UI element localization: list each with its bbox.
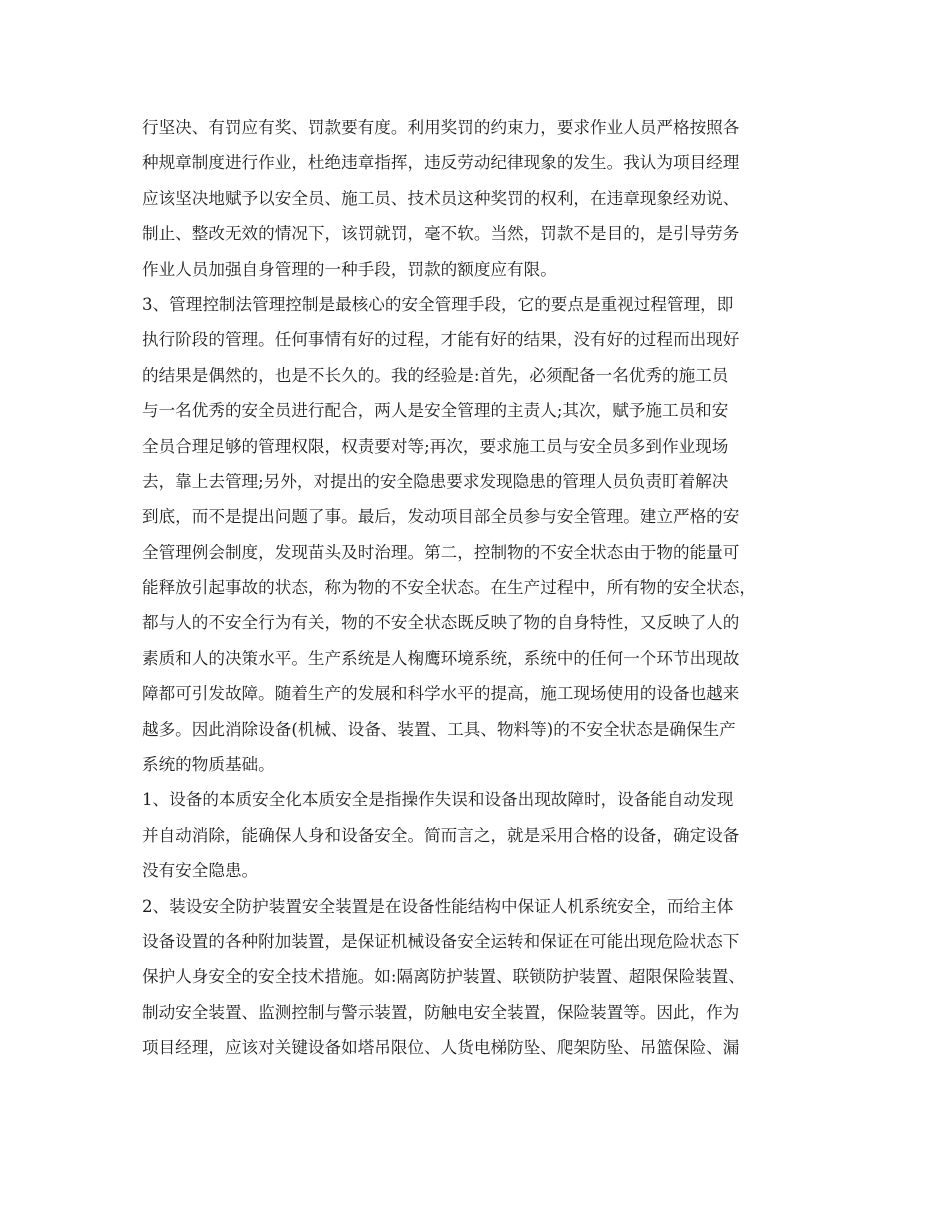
text-line: 种规章制度进行作业，杜绝违章指挥，违反劳动纪律现象的发生。我认为项目经理 <box>142 153 740 173</box>
text-line: 都与人的不安全行为有关，物的不安全状态既反映了物的自身特性，又反映了人的 <box>142 613 740 633</box>
text-line: 行坚决、有罚应有奖、罚款要有度。利用奖罚的约束力，要求作业人员严格按照各 <box>142 118 740 137</box>
text-line: 应该坚决地赋予以安全员、施工员、技术员这种奖罚的权利，在违章现象经劝说、 <box>142 188 740 208</box>
text-line: 制止、整改无效的情况下，该罚就罚，毫不软。当然，罚款不是目的，是引导劳务 <box>142 224 740 244</box>
text-line: 能释放引起事故的状态，称为物的不安全状态。在生产过程中，所有物的安全状态， <box>142 578 756 598</box>
text-line: 的结果是偶然的，也是不长久的。我的经验是:首先，必须配备一名优秀的施工员 <box>142 365 729 385</box>
text-line: 系统的物质基础。 <box>142 755 275 775</box>
text-line: 并自动消除，能确保人身和设备安全。简而言之，就是采用合格的设备，确定设备 <box>142 825 740 845</box>
text-line: 到底，而不是提出问题了事。最后，发动项目部全员参与安全管理。建立严格的安 <box>142 507 740 527</box>
text-line: 素质和人的决策水平。生产系统是人椈鹰环境系统，系统中的任何一个环节出现故 <box>142 648 740 668</box>
text-line: 去，靠上去管理;另外，对提出的安全隐患要求发现隐患的管理人员负责盯着解决 <box>142 471 729 491</box>
text-line: 作业人员加强自身管理的一种手段，罚款的额度应有限。 <box>142 259 557 279</box>
text-line: 与一名优秀的安全员进行配合，两人是安全管理的主责人;其次，赋予施工员和安 <box>142 401 729 421</box>
text-line: 障都可引发故障。随着生产的发展和科学水平的提高，施工现场使用的设备也越来 <box>142 684 740 704</box>
text-line: 全管理例会制度，发现苗头及时治理。第二，控制物的不安全状态由于物的能量可 <box>142 542 740 562</box>
text-line: 保护人身安全的安全技术措施。如:隔离防护装置、联锁防护装置、超限保险装置、 <box>142 967 745 987</box>
text-line: 3、管理控制法管理控制是最核心的安全管理手段，它的要点是重视过程管理，即 <box>142 294 734 314</box>
text-line: 设备设置的各种附加装置，是保证机械设备安全运转和保证在可能出现危险状态下 <box>142 931 740 951</box>
text-line: 项目经理，应该对关键设备如塔吊限位、人货电梯防坠、爬架防坠、吊篮保险、漏 <box>142 1038 740 1058</box>
text-line: 全员合理足够的管理权限，权责要对等;再次，要求施工员与安全员多到作业现场 <box>142 436 729 456</box>
text-line: 制动安全装置、监测控制与警示装置，防触电安全装置，保险装置等。因此，作为 <box>142 1002 740 1022</box>
text-line: 没有安全隐患。 <box>142 861 259 881</box>
text-line: 2、装设安全防护装置安全装置是在设备性能结构中保证人机系统安全，而给主体 <box>142 896 734 916</box>
text-line: 执行阶段的管理。任何事情有好的过程，才能有好的结果，没有好的过程而出现好 <box>142 330 740 350</box>
text-line: 1、设备的本质安全化本质安全是指操作失误和设备出现故障时，设备能自动发现 <box>142 790 734 810</box>
text-line: 越多。因此消除设备(机械、设备、装置、工具、物料等)的不安全状态是确保生产 <box>142 719 736 739</box>
document-body <box>142 110 812 1066</box>
